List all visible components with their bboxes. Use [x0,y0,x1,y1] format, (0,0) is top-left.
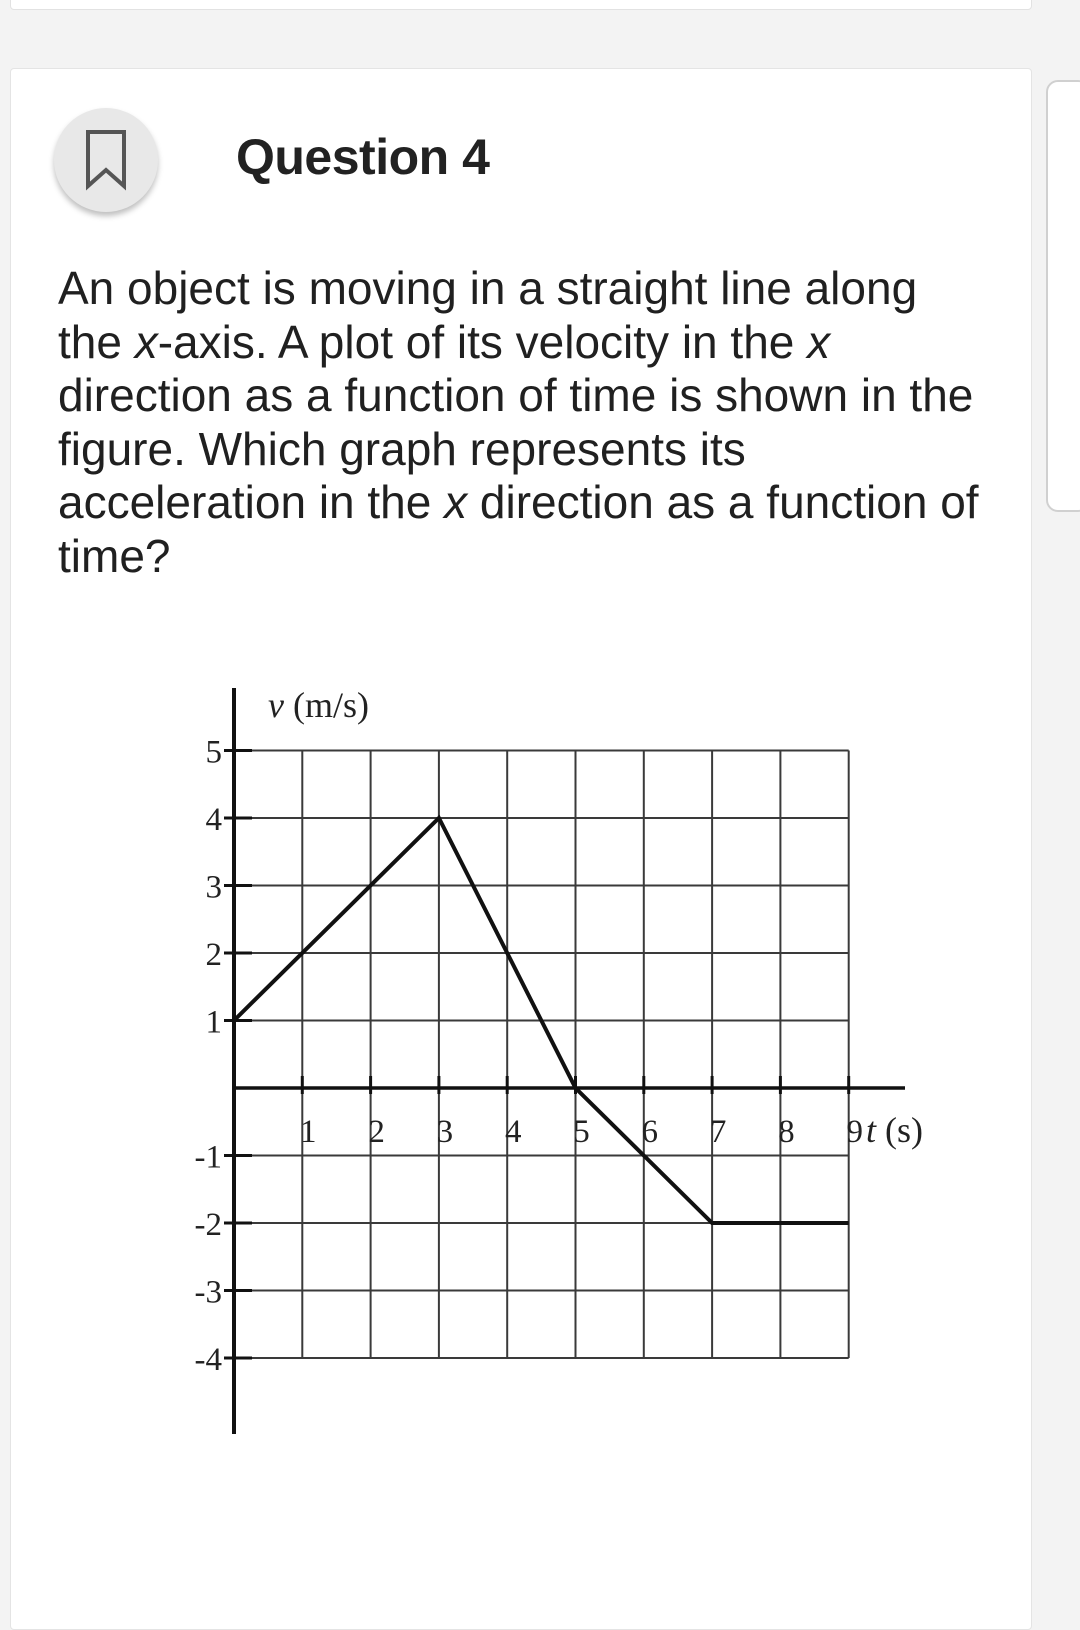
y-axis-label-unit: (m/s) [292,685,369,725]
question-text-part: direction as a function of time? [58,476,979,582]
question-title: Question 4 [236,129,490,185]
y-axis-label [268,685,369,725]
x-tick-label: 8 [778,1114,795,1150]
x-axis-label-unit: (s) [885,1110,924,1150]
question-text-var: x [444,476,468,528]
y-tick-label: -3 [194,1274,222,1311]
x-tick-label: 7 [709,1114,727,1150]
y-tick-label: -1 [194,1139,222,1176]
x-tick-label: 6 [641,1114,659,1150]
y-tick-label: 4 [205,802,222,838]
x-axis-label [866,1110,923,1150]
x-tick-label: 4 [504,1114,522,1150]
chart-axes [234,688,905,1434]
x-tick-label: 2 [368,1114,385,1150]
x-tick-label: 9 [846,1114,863,1150]
question-text-part: An object is moving in a straight line along the [58,262,918,368]
question-text-part: -axis. A plot of its velocity in the [157,315,808,368]
y-axis-label-var: v [268,685,293,725]
question-text-var: x [134,315,158,368]
x-tick-label: 5 [573,1114,590,1150]
y-tick-label: -2 [194,1207,222,1243]
question-text-var: x [807,315,831,368]
x-tick-label: 3 [436,1114,454,1150]
chart-grid [234,751,849,1359]
x-tick-label: 1 [300,1114,317,1150]
y-tick-label: 3 [205,869,222,906]
y-tick-label: 2 [205,937,222,973]
chart-ticks [224,751,849,1359]
x-axis-label-var: t [866,1110,886,1150]
y-tick-label: 5 [205,734,222,771]
question-text-part: direction as a function of time is shown in the figure. Which graph represents its acceleration in the [58,369,974,528]
y-tick-label: -4 [194,1342,222,1378]
y-tick-label: 1 [205,1004,222,1041]
chart-labels [195,685,924,1378]
